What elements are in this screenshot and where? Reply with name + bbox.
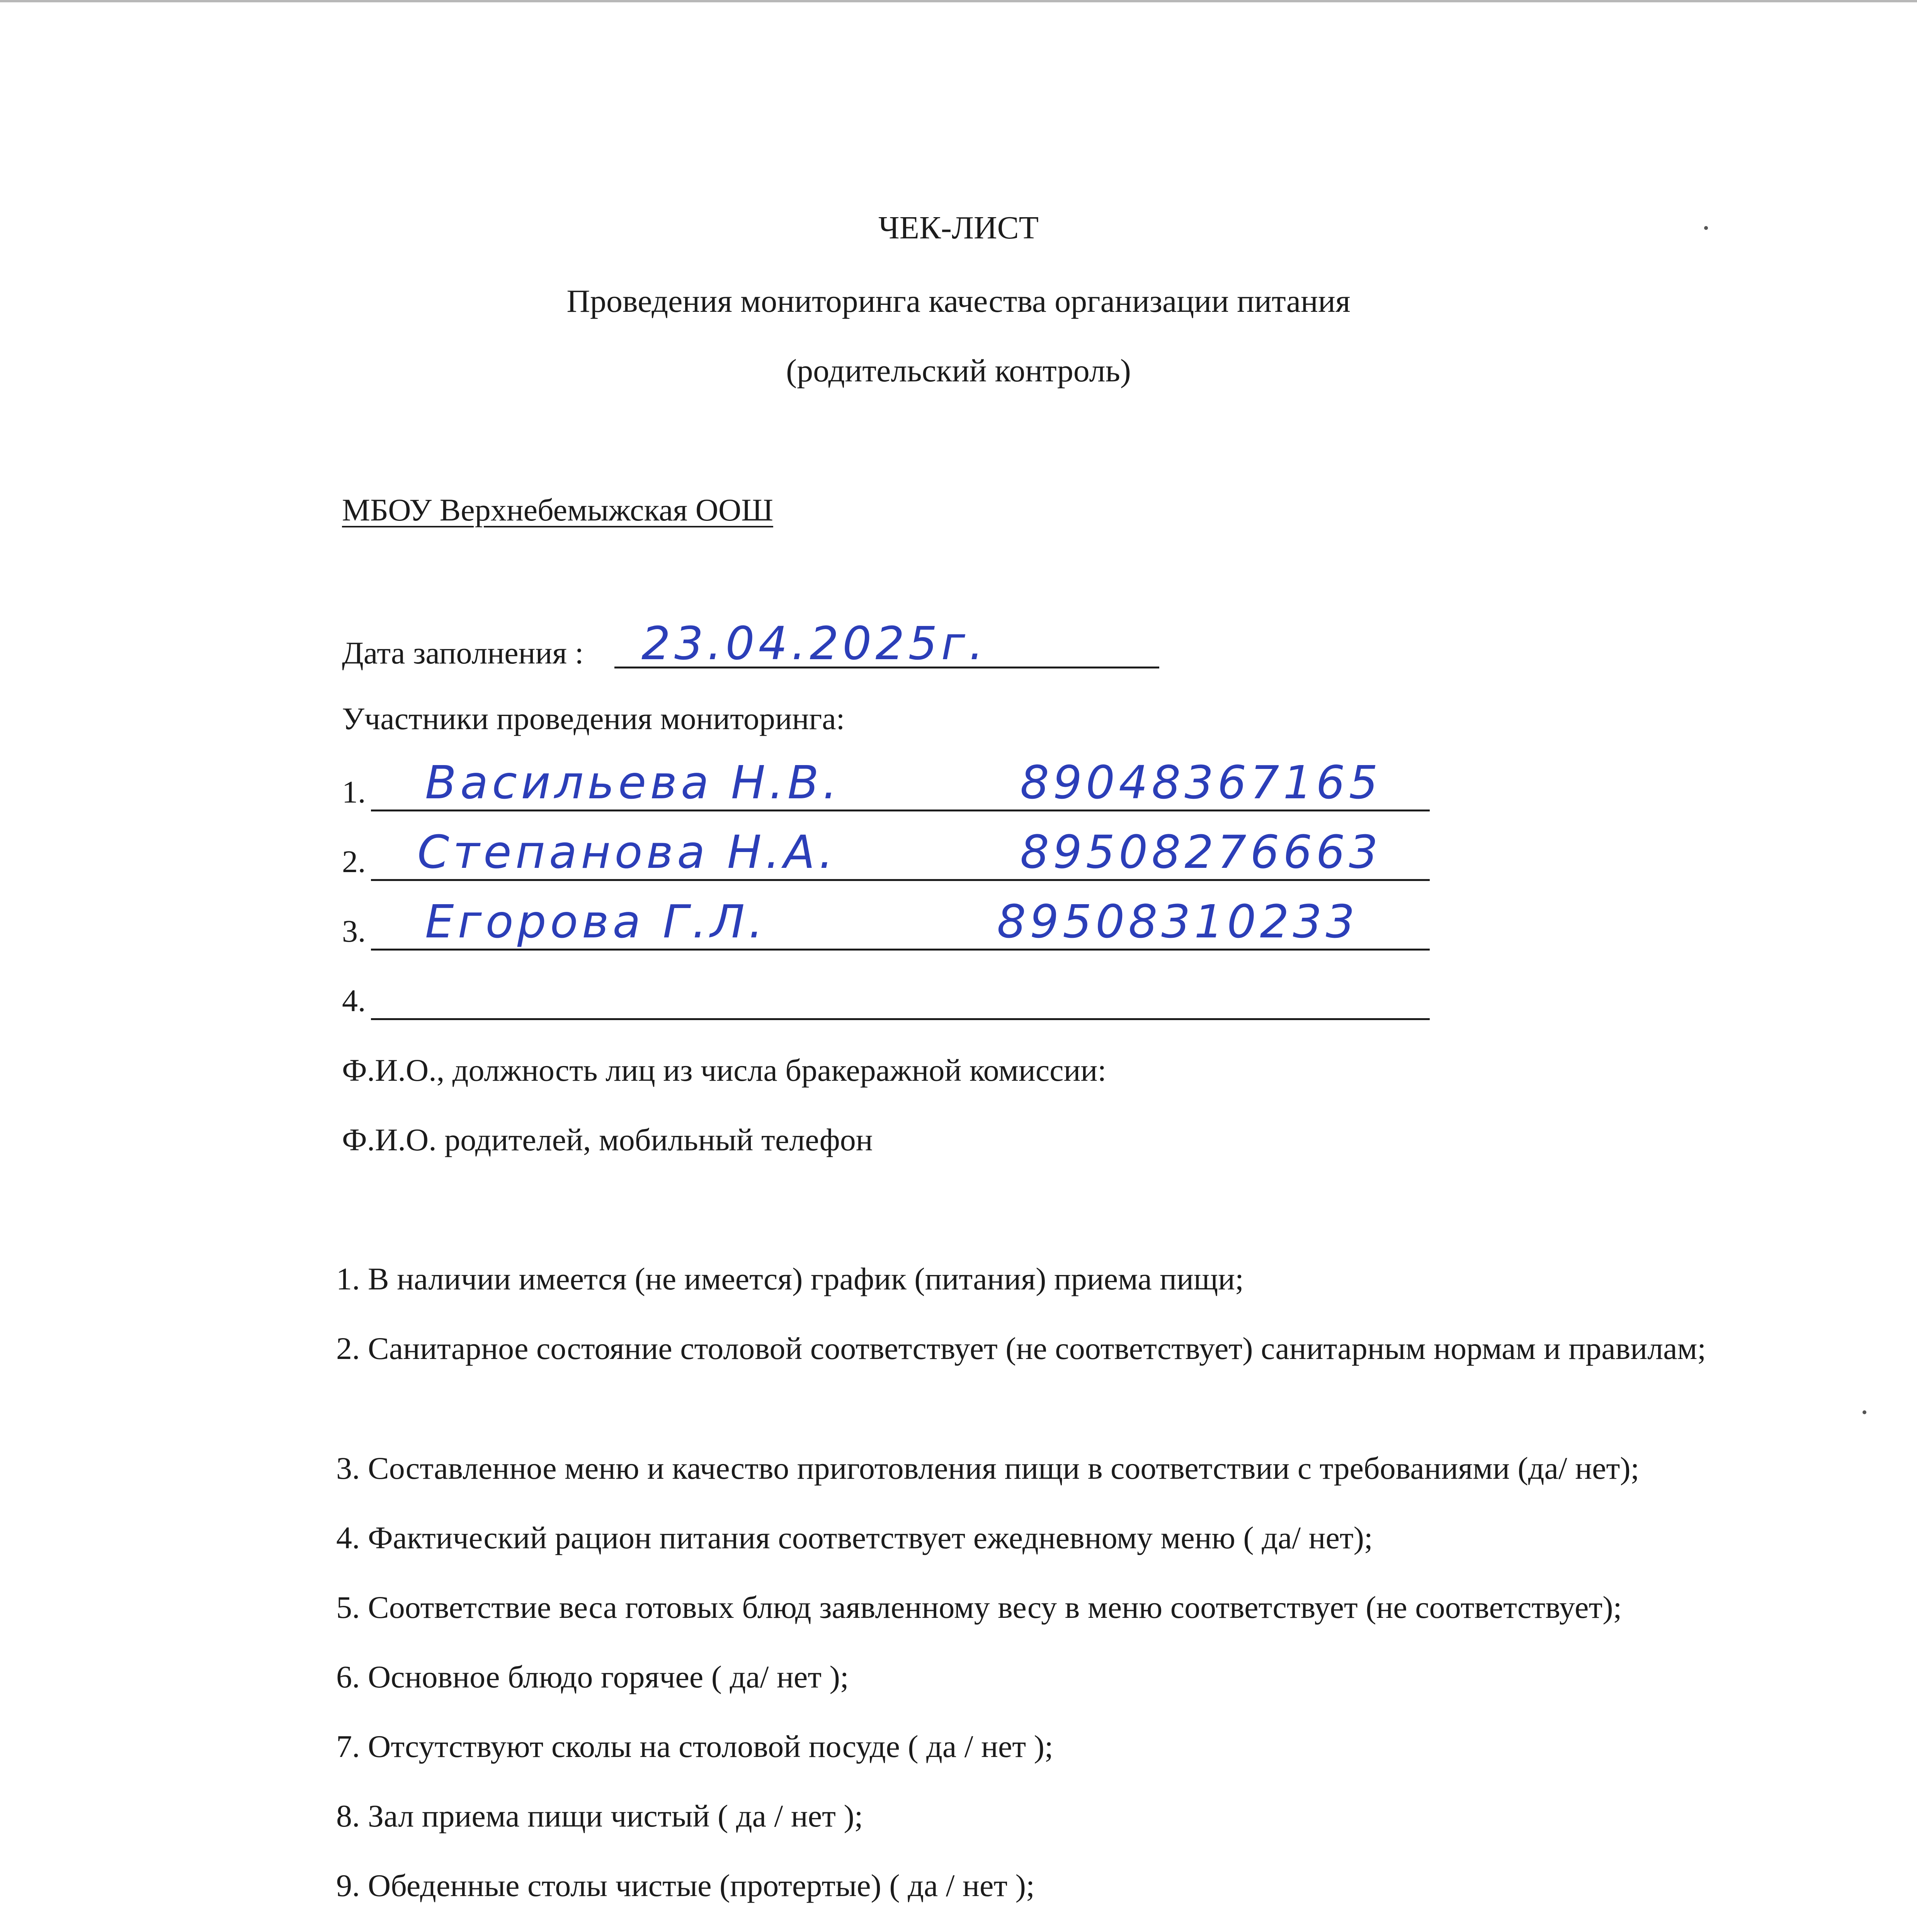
checklist-item-3: 3. Составленное меню и качество приготовления пищи в соответствии с требованиями (да/ нет); [336,1451,1640,1486]
participant-line-4 [371,1018,1430,1020]
document-subtitle: Проведения мониторинга качества организации питания [566,283,1351,319]
scan-edge [0,0,1917,2]
scan-speck [1704,226,1708,230]
date-label: Дата заполнения : [342,635,584,670]
date-value-handwritten: 23.04.2025г. [641,617,988,670]
participant-name-3: Егорова Г.Л. [425,895,767,948]
participant-phone-2: 89508276663 [1020,825,1382,879]
document-subtitle-2: (родительский контроль) [786,353,1131,389]
scan-speck [1863,1410,1866,1414]
checklist-item-1: 1. В наличии имеется (не имеется) график (питания) приема пищи; [336,1261,1244,1296]
participant-num-3: 3. [342,913,366,949]
participant-num-2: 2. [342,844,366,879]
checklist-item-7: 7. Отсутствуют сколы на столовой посуде ( да / нет ); [336,1729,1053,1764]
participant-name-2: Степанова Н.А. [417,825,837,879]
participants-label: Участники проведения мониторинга: [342,701,845,736]
participant-line-3 [371,949,1430,951]
checklist-item-4: 4. Фактический рацион питания соответствует ежедневному меню ( да/ нет); [336,1520,1373,1555]
participant-phone-1: 89048367165 [1020,756,1382,809]
participant-num-1: 1. [342,774,366,810]
participant-line-2 [371,879,1430,881]
participant-num-4: 4. [342,983,366,1018]
checklist-item-6: 6. Основное блюдо горячее ( да/ нет ); [336,1659,849,1694]
checklist-item-2: 2. Санитарное состояние столовой соответствует (не соответствует) санитарным нормам и правилам; [336,1331,1706,1366]
participant-line-1 [371,810,1430,811]
parents-label: Ф.И.О. родителей, мобильный телефон [342,1122,873,1157]
school-name: МБОУ Верхнебемыжская ООШ [342,492,773,527]
checklist-item-9: 9. Обеденные столы чистые (протертые) ( да / нет ); [336,1868,1035,1903]
participant-name-1: Васильева Н.В. [425,756,841,809]
document-title: ЧЕК-ЛИСТ [878,210,1039,246]
checklist-item-8: 8. Зал приема пищи чистый ( да / нет ); [336,1798,863,1833]
checklist-item-5: 5. Соответствие веса готовых блюд заявленному весу в меню соответствует (не соответствует); [336,1590,1622,1625]
commission-label: Ф.И.О., должность лиц из числа бракеражной комиссии: [342,1053,1107,1088]
participant-phone-3: 89508310233 [997,895,1359,948]
